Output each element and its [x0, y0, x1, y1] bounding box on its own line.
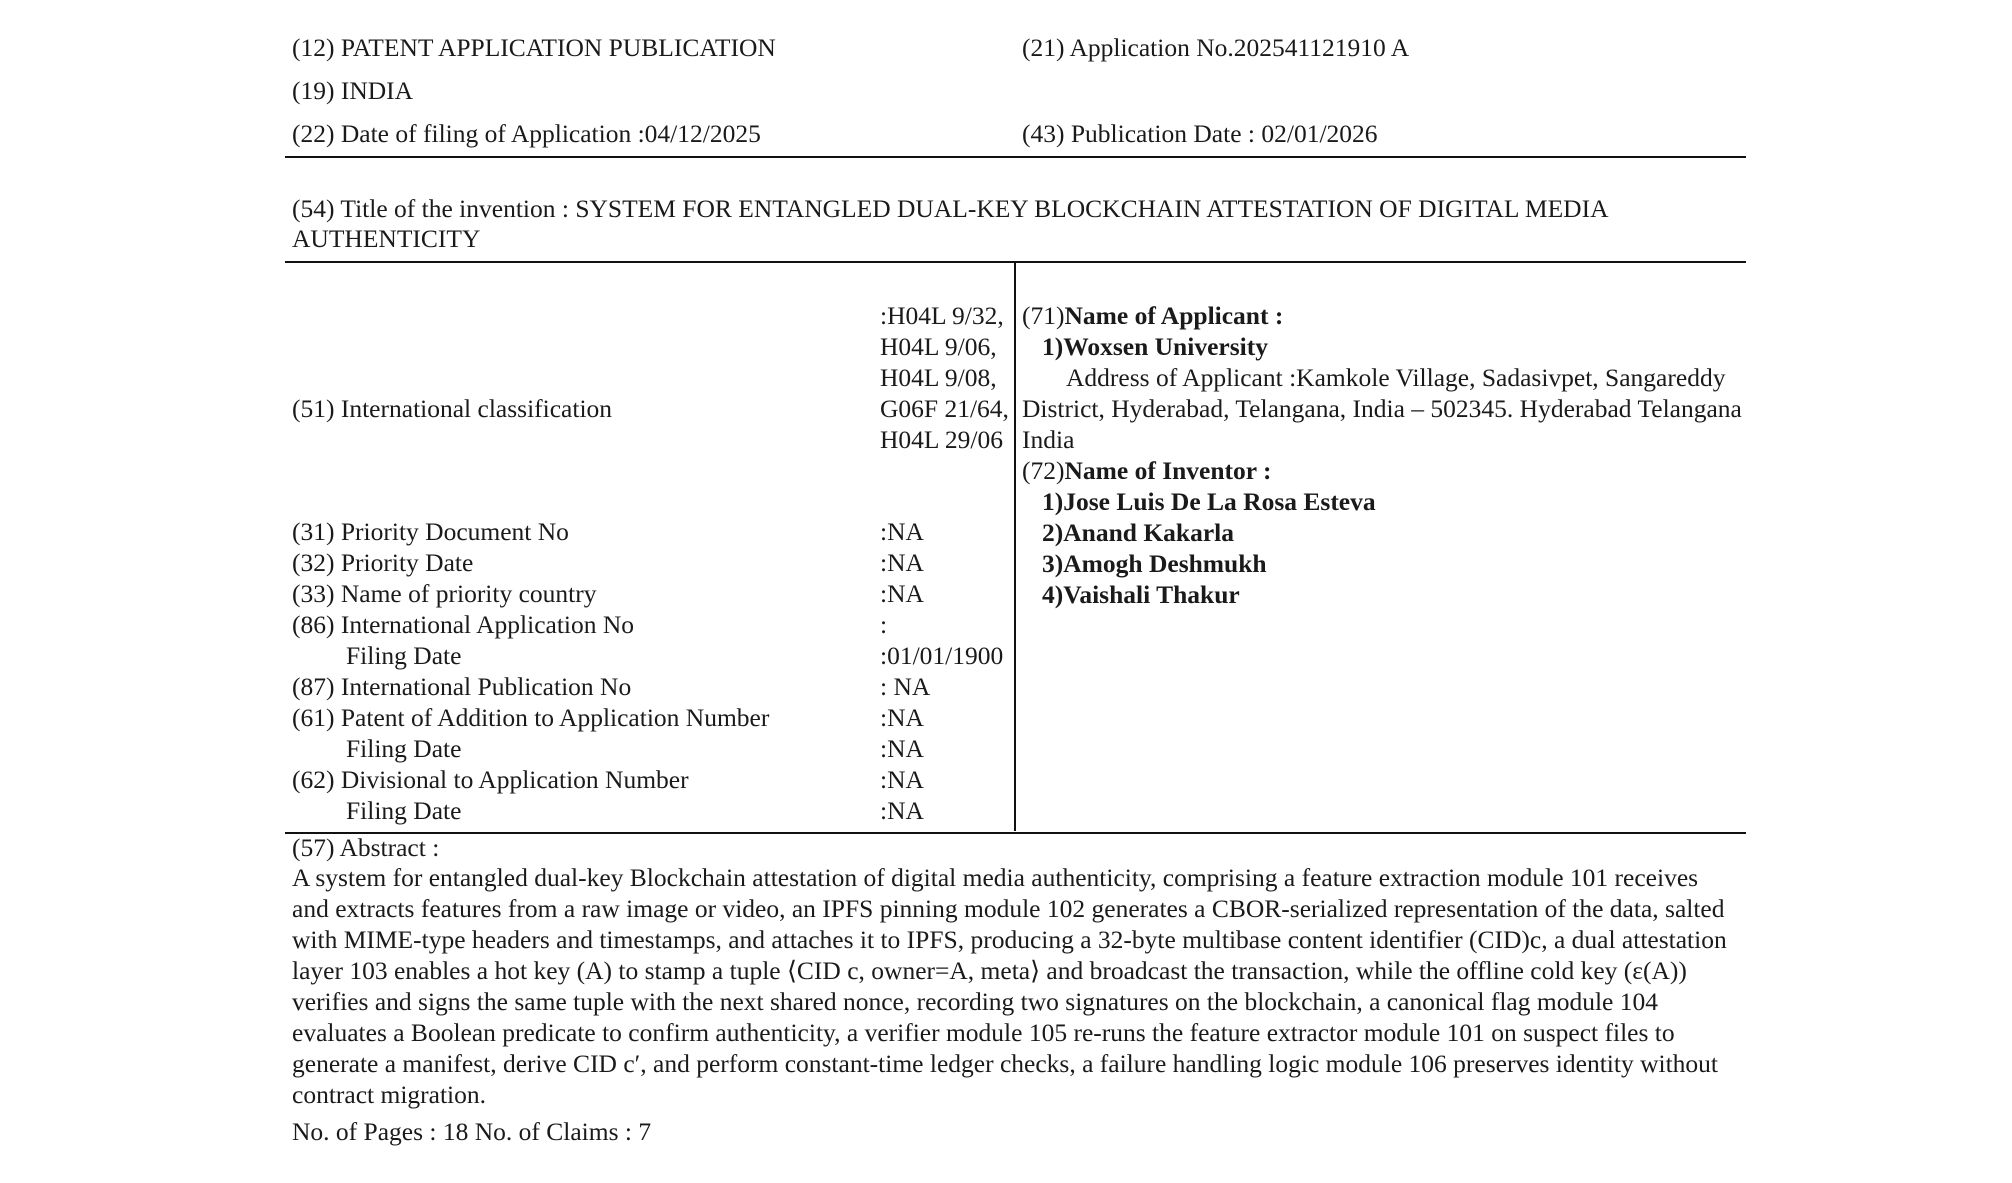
field-label: Filing Date [346, 641, 462, 670]
field-value: :NA [880, 579, 924, 608]
field-value: :NA [880, 734, 924, 763]
field-label: (87) International Publication No [292, 672, 632, 701]
field-value: :01/01/1900 [880, 641, 1004, 670]
field-label: (33) Name of priority country [292, 579, 597, 608]
field-value: :NA [880, 703, 924, 732]
header-divider [285, 156, 1746, 158]
inventor-name: 3)Amogh Deshmukh [1042, 549, 1267, 578]
field-value: :NA [880, 548, 924, 577]
field-label: (62) Divisional to Application Number [292, 765, 689, 794]
applicant-name: 1)Woxsen University [1042, 332, 1268, 361]
invention-title: (54) Title of the invention : SYSTEM FOR ENTANGLED DUAL-KEY BLOCKCHAIN ATTESTATION OF DIGITAL MEDIA AUTHENTICITY [292, 194, 1608, 253]
field-value: : [880, 610, 888, 639]
intl-classification-label: (51) International classification [292, 394, 613, 423]
application-number: (21) Application No.202541121910 A [1022, 33, 1410, 62]
field-label: Filing Date [346, 796, 462, 825]
pages-claims-count: No. of Pages : 18 No. of Claims : 7 [292, 1117, 652, 1146]
publication-date: (43) Publication Date : 02/01/2026 [1022, 119, 1378, 148]
field-label: (61) Patent of Addition to Application Number [292, 703, 770, 732]
inventor-heading [1022, 455, 1742, 486]
applicant-address: Address of Applicant :Kamkole Village, Sadasivpet, Sangareddy District, Hyderabad, Telangana, India – 502345. Hyderabad Telangana India [1022, 363, 1742, 454]
field-label: (31) Priority Document No [292, 517, 569, 546]
abstract-text: A system for entangled dual-key Blockchain attestation of digital media authenticity, comprising a feature extraction module 101 receives and extracts features from a raw image or video, an IPFS pinning module 102 generates a CBOR-serialized representation of the data, salted with MIME-type headers and timestamps, and attaches it to IPFS, producing a 32-byte multibase content identifier (CID)c, a dual attestation layer 103 enables a hot key (A) to stamp a tuple ⟨CID c, owner=A, meta⟩ and broadcast the transaction, while the offline cold key (ε(A)) verifies and signs the same tuple with the next shared nonce, recording two signatures on the blockchain, a canonical flag module 104 evaluates a Boolean predicate to confirm authenticity, a verifier module 105 re-runs the feature extractor module 101 on suspect files to generate a manifest, derive CID c′, and perform constant-time ledger checks, a failure handling logic module 106 preserves identity without contract migration. [292, 863, 1727, 1109]
field-value: :NA [880, 765, 924, 794]
inventor-heading-text: Name of Inventor : [1064, 456, 1272, 485]
applicant-heading-text: Name of Applicant : [1064, 301, 1284, 330]
field-label: Filing Date [346, 734, 462, 763]
applicant-heading-prefix: (71) [1022, 301, 1065, 330]
field-label: (32) Priority Date [292, 548, 474, 577]
inventor-heading-prefix: (72) [1022, 456, 1065, 485]
inventor-name: 1)Jose Luis De La Rosa Esteva [1042, 487, 1376, 516]
intl-classification-value: :H04L 9/32, H04L 9/06, H04L 9/08, G06F 21/64, H04L 29/06 [880, 301, 1009, 454]
column-divider [1014, 263, 1016, 831]
country: (19) INDIA [292, 76, 414, 105]
inventor-name: 2)Anand Kakarla [1042, 518, 1234, 547]
field-value: : NA [880, 672, 931, 701]
applicant-heading [1022, 300, 1742, 331]
filing-date: (22) Date of filing of Application :04/12/2025 [292, 119, 761, 148]
publication-type: (12) PATENT APPLICATION PUBLICATION [292, 33, 776, 62]
abstract-divider [285, 832, 1746, 834]
field-value: :NA [880, 796, 924, 825]
applicant-inventor-block [1022, 300, 1742, 610]
abstract-label: (57) Abstract : [292, 833, 440, 862]
field-label: (86) International Application No [292, 610, 635, 639]
inventor-name: 4)Vaishali Thakur [1042, 580, 1240, 609]
field-value: :NA [880, 517, 924, 546]
